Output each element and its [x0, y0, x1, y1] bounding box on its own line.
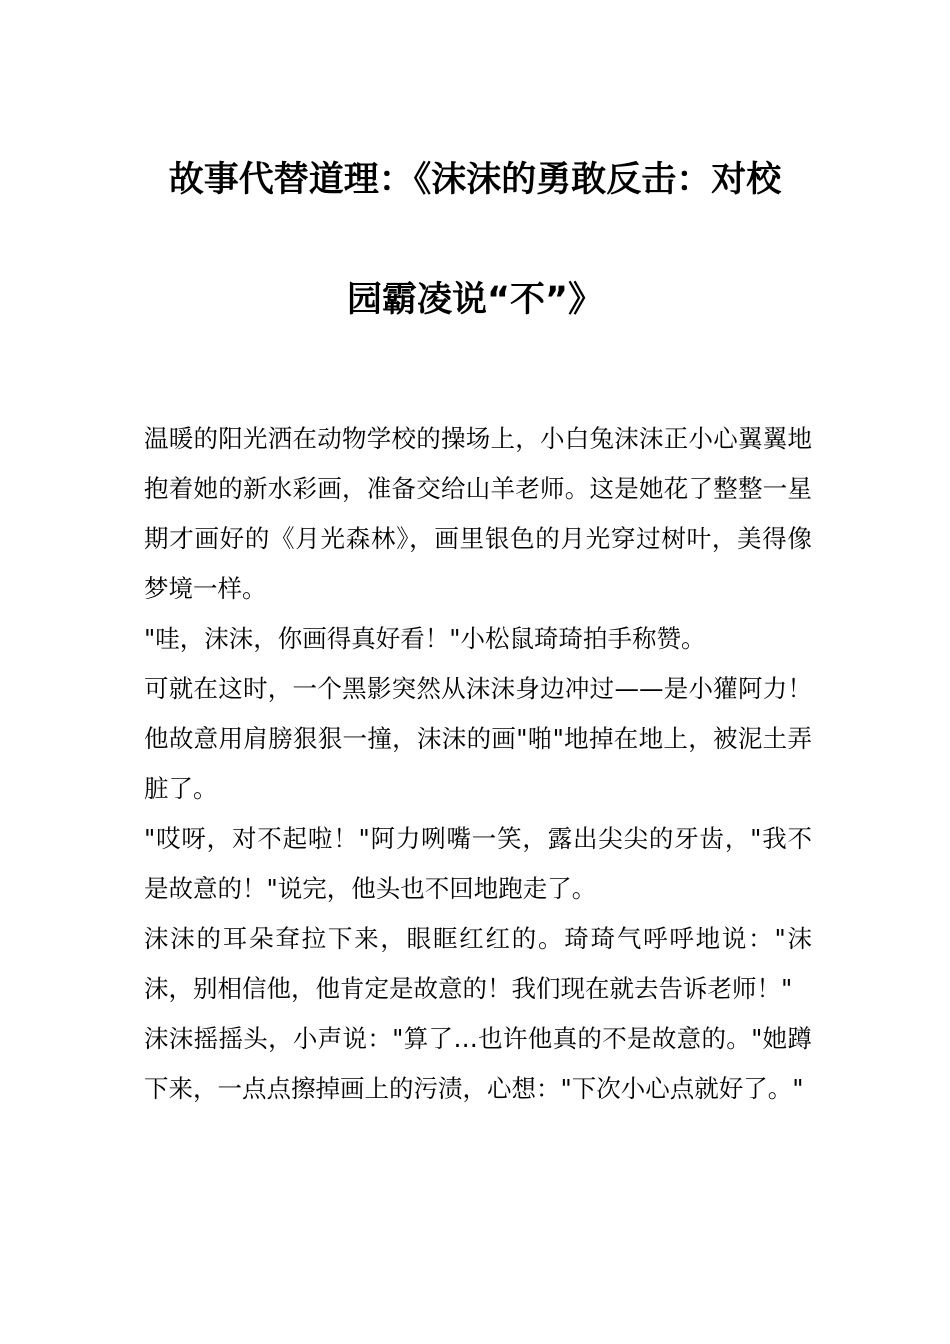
document-title-line-1: 故事代替道理：《沫沫的勇敢反击：对校	[168, 160, 782, 200]
story-paragraph: 可就在这时，一个黑影突然从沫沫身边冲过——是小獾阿力！他故意用肩膀狠狠一撞，沫沫的画"啪"地掉在地上，被泥土弄脏了。	[144, 674, 812, 803]
story-paragraph: "哇，沫沫，你画得真好看！"小松鼠琦琦拍手称赞。	[144, 624, 706, 653]
story-paragraph: 沫沫摇摇头，小声说："算了…也许他真的不是故意的。"她蹲下来，一点点擦掉画上的污渍，心想："下次小心点就好了。"	[144, 1024, 812, 1103]
story-paragraph: "哎呀，对不起啦！"阿力咧嘴一笑，露出尖尖的牙齿，"我不是故意的！"说完，他头也不回地跑走了。	[144, 824, 812, 903]
story-paragraph: 沫沫的耳朵耷拉下来，眼眶红红的。琦琦气呼呼地说："沫沫，别相信他，他肯定是故意的！我们现在就去告诉老师！"	[144, 924, 812, 1003]
story-body	[144, 414, 812, 1114]
story-paragraph: 温暖的阳光洒在动物学校的操场上，小白兔沫沫正小心翼翼地抱着她的新水彩画，准备交给山羊老师。这是她花了整整一星期才画好的《月光森林》，画里银色的月光穿过树叶，美得像梦境一样。	[144, 424, 812, 603]
document-title-line-2: 园霸凌说“不”》	[346, 280, 603, 320]
